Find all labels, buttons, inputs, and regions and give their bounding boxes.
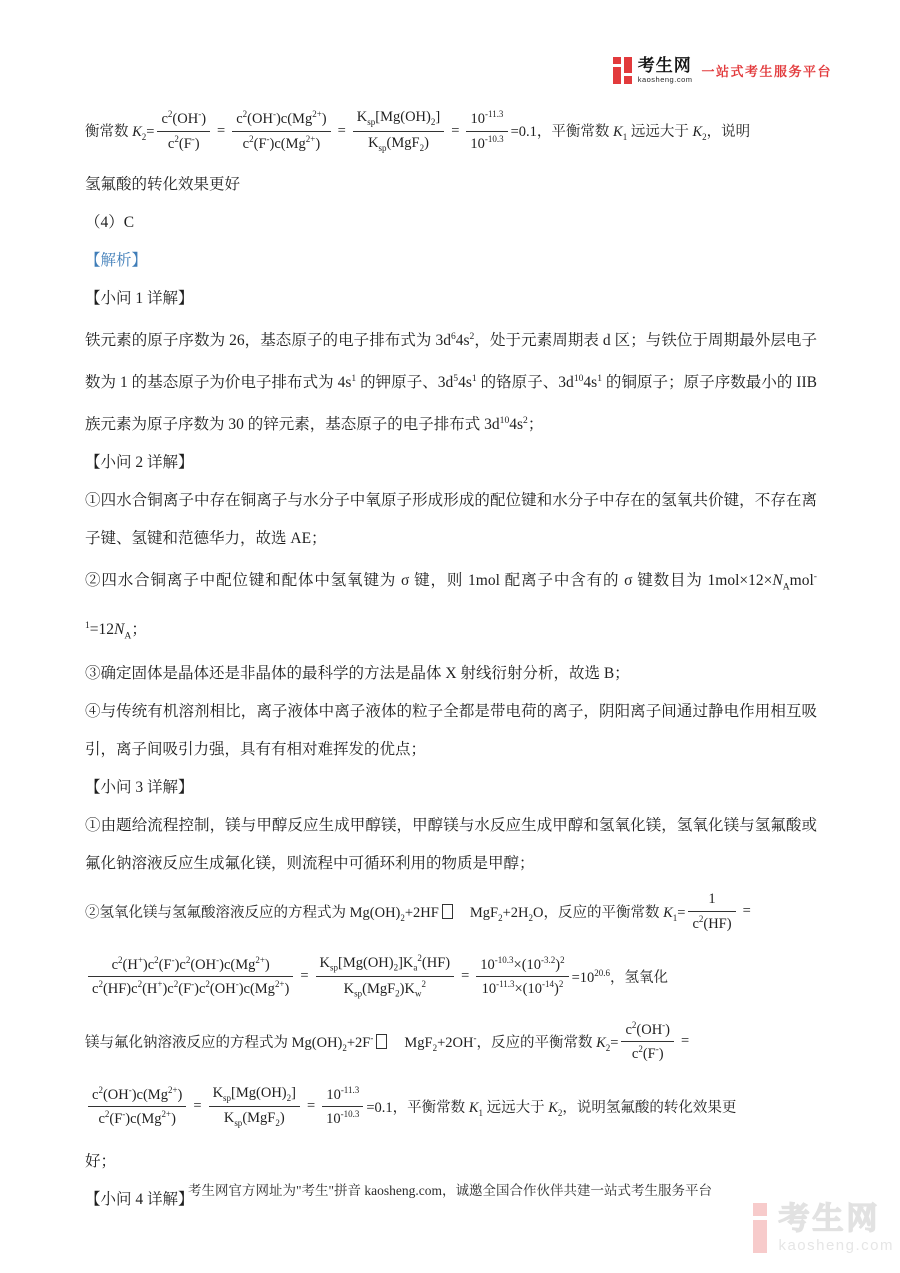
paragraph-good-end: 好； (85, 1152, 117, 1170)
fraction-coh-cf: $\frac{c^2(OH^-)}{c^2(F^-)}$ (621, 1020, 674, 1064)
answer-line-4: （4）C (85, 214, 135, 231)
logo-text-block (638, 57, 693, 84)
logo-domain: kaosheng.com (637, 75, 693, 85)
fraction-one-chf: $\frac{1}{c^2(HF)}$ (688, 890, 735, 934)
document-body (85, 96, 817, 1219)
missing-glyph-box (442, 904, 453, 919)
equals-sign: = (300, 968, 309, 985)
formula-k2-derivation (85, 1071, 817, 1143)
paragraph-q2-item3: ③确定固体是晶体还是非晶体的最科学的方法是晶体 X 射线衍射分析，故选 B； (85, 664, 630, 682)
footer-text: 考生网官方网址为"考生"拼音 kaosheng.com，诚邀全国合作伙伴共建一站式考生服务平台 (187, 1183, 712, 1198)
fraction-coh-cf: $\frac{c^2(OH^-)}{c^2(F^-)}$ (157, 109, 210, 153)
fraction-powers: $\frac{10^{-11.3}}{10^{-10.3}}$ (466, 109, 507, 153)
watermark-brand: 考生网 (778, 1201, 881, 1236)
formula-k2-continued (85, 96, 817, 166)
formula-intro: 衡常数 $K_2=$ (85, 124, 155, 142)
header-logo (613, 57, 832, 84)
equals-sign: = (337, 122, 346, 139)
paragraph-q2-item4: ④与传统有机溶剂相比，离子液体中离子液体的粒子全都是带电荷的离子，阴阳离子间通过静电作用相互吸引，离子间吸引力强，具有有相对难挥发的优点； (85, 702, 817, 758)
formula-tail: =0.1，平衡常数 $K_1$ 远远大于 $K_2$，说明氢氟酸的转化效果更 (366, 1100, 737, 1118)
equation-intro: 镁与氟化钠溶液反应的方程式为 $Mg(OH)_2+2F^-$ (85, 1033, 374, 1053)
paragraph-q1-iron: 铁元素的原子序数为 26，基态原子的电子排布式为 $3d^64s^2$，处于元素周期表 d 区；与铁位于周期最外层电子数为 1 的基态原子为价电子排布式为 $4s^1$ 的钾原子、$3d^54s^1$ 的铬原子、$3d^{10}4s^1$ 的铜原子；原子序数最小的 IIB 族元素为原子序数为 30 的锌元素，基态原子的电子排布式 $3d^{10}4s^2$； (85, 331, 817, 434)
paragraph-q2-item2: ②四水合铜离子中配位键和配体中氢氧键为 σ 键，则 1mol 配离子中含有的 σ 键数目为 $1mol\times 12\times N_Amol^{-1}=12N_A$； (85, 571, 817, 641)
equation-line-naf (85, 1013, 817, 1071)
formula-tail: =0.1，平衡常数 $K_1$ 远远大于 $K_2$，说明 (510, 124, 751, 142)
watermark-text-block (778, 1203, 894, 1253)
logo-tagline: 一站式考生服务平台 (701, 64, 832, 79)
fraction-coh-cmg: $\frac{c^2(OH^-)c(Mg^{2+})}{c^2(F^-)c(Mg^{2+})}$ (88, 1085, 186, 1129)
formula-tail: $=10^{20.6}$，氢氧化 (571, 968, 669, 987)
equals-sign: = (217, 122, 226, 139)
paragraph-hf-conclusion: 氢氟酸的转化效果更好 (85, 176, 241, 193)
watermark-domain: kaosheng.com (778, 1237, 894, 1254)
fraction-ksp-ratio: $\frac{K_{sp}[Mg(OH)_2]}{K_{sp}(MgF_2)}$ (209, 1084, 300, 1130)
equals-sign: = (451, 122, 460, 139)
paragraph-q2-item1: ①四水合铜离子中存在铜离子与水分子中氧原子形成形成的配位键和水分子中存在的氢氧共价键，不存在离子键、氢键和范德华力，故选 AE； (85, 492, 817, 548)
fraction-coh-cmg: $\frac{c^2(OH^-)c(Mg^{2+})}{c^2(F^-)c(Mg^{2+})}$ (232, 109, 330, 153)
heading-subquestion-1: 【小问 1 详解】 (85, 290, 194, 307)
fraction-ksp-ka: $\frac{K_{sp}[Mg(OH)_2]K_a^2(HF)}{K_{sp}(MgF_2)K_w^2}$ (316, 953, 455, 1001)
equals-sign: = (681, 1033, 690, 1050)
watermark-logo-icon (753, 1203, 768, 1253)
heading-analysis: 【解析】 (85, 252, 148, 269)
missing-glyph-box (376, 1034, 387, 1049)
fraction-powers: $\frac{10^{-11.3}}{10^{-10.3}}$ (322, 1085, 363, 1129)
heading-subquestion-2: 【小问 2 详解】 (85, 454, 194, 472)
equals-sign: = (306, 1098, 316, 1115)
equation-line-hf (85, 883, 817, 941)
fraction-numeric: $\frac{10^{-10.3}\times(10^{-3.2})^2}{10^{-11.3}\times(10^{-14})^2}$ (476, 955, 568, 999)
equation-mid: MgF$_2$+2OH-，反应的平衡常数 $K_2=$ (404, 1033, 619, 1053)
fraction-ksp-ratio: $\frac{K_{sp}[Mg(OH)_2]}{K_{sp}(MgF_2)}$ (353, 108, 444, 154)
paragraph-q3-item1: ①由题给流程控制，镁与甲醇反应生成甲醇镁，甲醇镁与水反应生成甲醇和氢氧化镁，氢氧化镁与氢氟酸或氟化钠溶液反应生成氟化镁，则流程中可循环利用的物质是甲醇； (85, 816, 817, 872)
heading-subquestion-3: 【小问 3 详解】 (85, 778, 194, 796)
formula-k1-derivation (85, 941, 817, 1013)
heading-subquestion-4: 【小问 4 详解】 (85, 1190, 194, 1208)
equals-sign: = (742, 903, 751, 920)
equation-mid: $MgF_2+2H_2O$，反应的平衡常数 $K_1=$ (469, 905, 686, 923)
watermark (753, 1203, 894, 1253)
logo-brand: 考生网 (637, 56, 692, 76)
equals-sign: = (461, 968, 470, 985)
kaosheng-logo-icon (613, 57, 633, 84)
fraction-ion-products: $\frac{c^2(H^+)c^2(F^-)c^2(OH^-)c(Mg^{2+})}{c^2(HF)c^2(H^+)c^2(F^-)c^2(OH^-)c(Mg^{2+})}$ (88, 955, 293, 999)
equals-sign: = (193, 1098, 202, 1115)
equation-intro: ②氢氧化镁与氢氟酸溶液反应的方程式为 $Mg(OH)_2+2HF$ (85, 905, 439, 923)
